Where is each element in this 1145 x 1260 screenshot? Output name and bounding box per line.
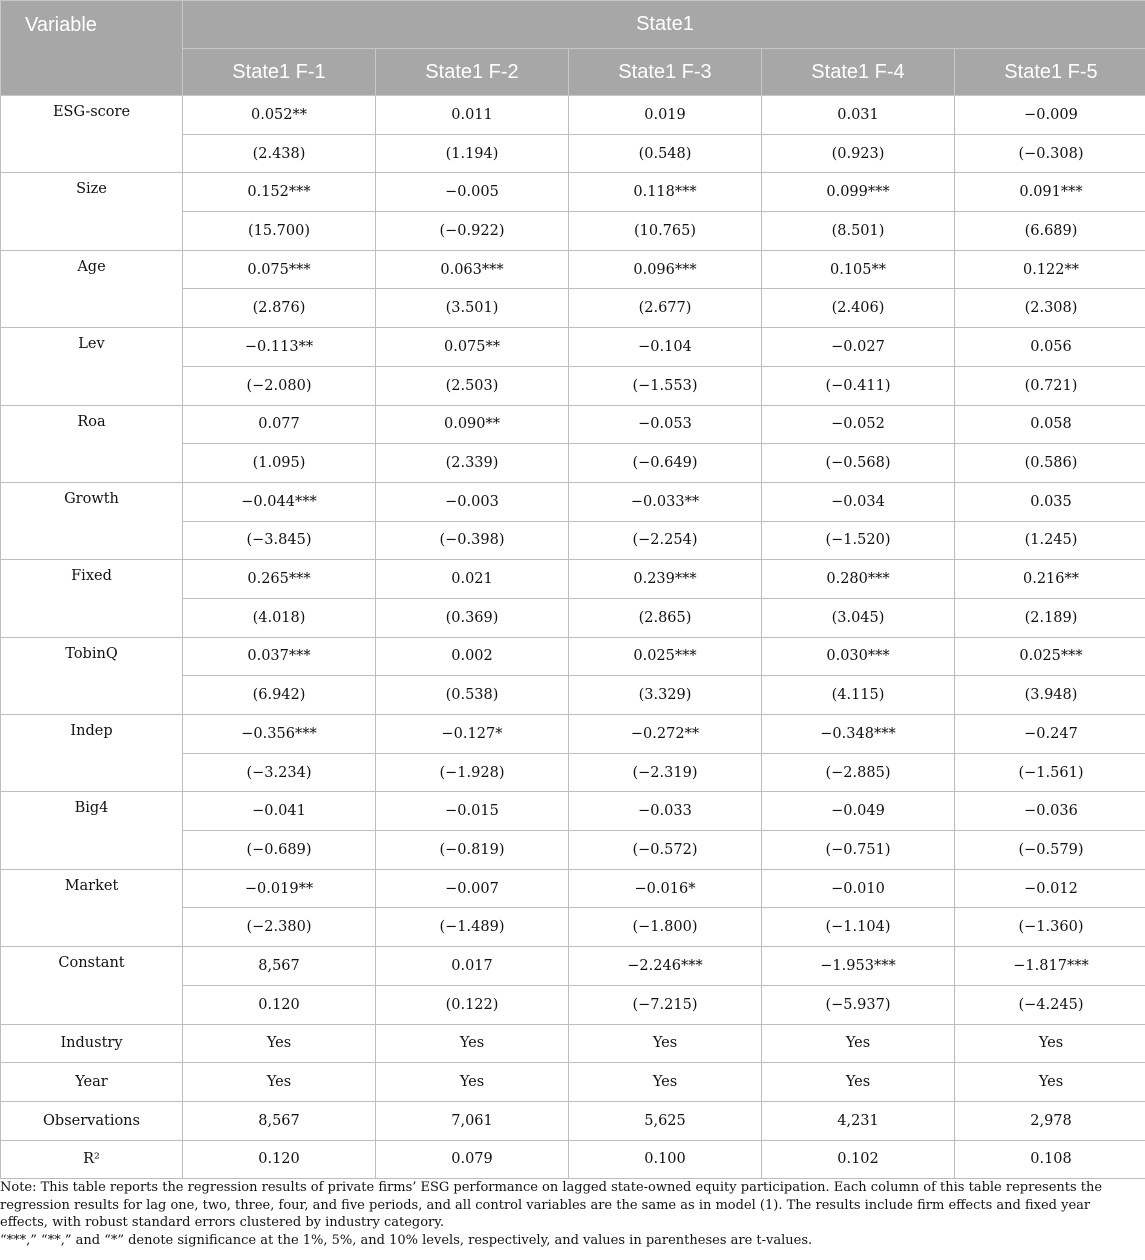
coefficient-row — [1, 328, 1145, 367]
column-header: State1 F-3 — [569, 49, 762, 96]
summary-cell: 2,978 — [955, 1101, 1145, 1140]
coefficient-cell: 0.122** — [955, 250, 1145, 289]
t-value-cell: (−1.489) — [376, 908, 569, 947]
note-text: Note: This table reports the regression results of private firms’ ESG performance on lagged state-owned equity participation. Each column of this table represents the regression results for lag one, two, three, four, and five periods, and all control variables are the same as in model (1). The results include firm effects and fixed year effects, with robust standard errors clustered by industry category. — [0, 1180, 1103, 1230]
coefficient-row — [1, 96, 1145, 135]
coefficient-cell: 0.118*** — [569, 173, 762, 212]
significance-note: “***,” “**,” and “*” denote significance at the 1%, 5%, and 10% levels, respectively, and values in parentheses are t-values. — [0, 1232, 813, 1248]
coefficient-cell: −0.005 — [376, 173, 569, 212]
coefficient-cell: −0.113** — [183, 328, 376, 367]
summary-cell: 8,567 — [183, 1101, 376, 1140]
t-value-cell: (−1.800) — [569, 908, 762, 947]
t-value-cell: (−0.572) — [569, 831, 762, 870]
t-value-cell: (3.501) — [376, 289, 569, 328]
variable-name: ESG-score — [1, 96, 183, 173]
coefficient-row — [1, 560, 1145, 599]
t-value-cell: (3.045) — [762, 598, 955, 637]
t-value-cell: (−0.579) — [955, 831, 1145, 870]
coefficient-cell: 0.052** — [183, 96, 376, 135]
t-value-cell: (−3.845) — [183, 521, 376, 560]
t-value-cell: (−1.928) — [376, 753, 569, 792]
t-value-cell: (3.329) — [569, 676, 762, 715]
summary-cell: Yes — [569, 1024, 762, 1063]
coefficient-cell: 0.056 — [955, 328, 1145, 367]
t-value-cell: (10.765) — [569, 212, 762, 251]
summary-cell: Yes — [955, 1024, 1145, 1063]
summary-cell: Yes — [569, 1063, 762, 1102]
coefficient-cell: −0.007 — [376, 869, 569, 908]
column-header: State1 F-4 — [762, 49, 955, 96]
group-header: State1 — [183, 1, 1145, 49]
variable-column-header: Variable — [1, 1, 183, 96]
t-value-cell: (−7.215) — [569, 985, 762, 1024]
t-value-cell: (2.876) — [183, 289, 376, 328]
t-value-cell: (−0.411) — [762, 366, 955, 405]
coefficient-cell: 0.280*** — [762, 560, 955, 599]
variable-name: Lev — [1, 328, 183, 405]
summary-cell: 0.079 — [376, 1140, 569, 1179]
coefficient-row — [1, 250, 1145, 289]
summary-cell: Yes — [376, 1063, 569, 1102]
t-value-cell: (2.677) — [569, 289, 762, 328]
coefficient-cell: −0.127* — [376, 715, 569, 754]
coefficient-cell: 0.075*** — [183, 250, 376, 289]
coefficient-row — [1, 637, 1145, 676]
t-value-cell: (−0.568) — [762, 444, 955, 483]
t-value-cell: (6.689) — [955, 212, 1145, 251]
t-value-cell: (−1.104) — [762, 908, 955, 947]
coefficient-cell: 0.063*** — [376, 250, 569, 289]
t-value-cell: (−0.308) — [955, 134, 1145, 173]
coefficient-cell: 0.105** — [762, 250, 955, 289]
t-value-cell: (−2.254) — [569, 521, 762, 560]
summary-label: R² — [1, 1140, 183, 1179]
coefficient-cell: −0.052 — [762, 405, 955, 444]
variable-name: Roa — [1, 405, 183, 482]
coefficient-cell: 0.021 — [376, 560, 569, 599]
coefficient-cell: −0.033 — [569, 792, 762, 831]
t-value-cell: (3.948) — [955, 676, 1145, 715]
t-value-cell: (0.548) — [569, 134, 762, 173]
t-value-cell: (−0.398) — [376, 521, 569, 560]
t-value-cell: (−2.319) — [569, 753, 762, 792]
coefficient-cell: −0.053 — [569, 405, 762, 444]
summary-row — [1, 1024, 1145, 1063]
t-value-cell: (8.501) — [762, 212, 955, 251]
variable-name: Market — [1, 869, 183, 946]
coefficient-cell: −1.953*** — [762, 947, 955, 986]
variable-name: Size — [1, 173, 183, 250]
variable-name: Fixed — [1, 560, 183, 637]
coefficient-cell: −0.027 — [762, 328, 955, 367]
t-value-cell: (0.586) — [955, 444, 1145, 483]
coefficient-cell: −0.041 — [183, 792, 376, 831]
t-value-cell: (−0.819) — [376, 831, 569, 870]
table-body — [1, 96, 1145, 1179]
coefficient-cell: −1.817*** — [955, 947, 1145, 986]
coefficient-cell: −0.044*** — [183, 482, 376, 521]
summary-cell: Yes — [762, 1024, 955, 1063]
t-value-cell: (−0.751) — [762, 831, 955, 870]
t-value-cell: (1.194) — [376, 134, 569, 173]
summary-cell: Yes — [376, 1024, 569, 1063]
coefficient-cell: 0.058 — [955, 405, 1145, 444]
coefficient-cell: 0.216** — [955, 560, 1145, 599]
coefficient-cell: 0.091*** — [955, 173, 1145, 212]
coefficient-cell: −0.356*** — [183, 715, 376, 754]
coefficient-cell: −0.010 — [762, 869, 955, 908]
coefficient-cell: −0.049 — [762, 792, 955, 831]
t-value-cell: (2.865) — [569, 598, 762, 637]
t-value-cell: (−0.689) — [183, 831, 376, 870]
coefficient-cell: 0.096*** — [569, 250, 762, 289]
summary-label: Year — [1, 1063, 183, 1102]
coefficient-row — [1, 947, 1145, 986]
coefficient-cell: 0.265*** — [183, 560, 376, 599]
summary-cell: 0.100 — [569, 1140, 762, 1179]
variable-name: Constant — [1, 947, 183, 1024]
summary-row — [1, 1101, 1145, 1140]
t-value-cell: (−1.360) — [955, 908, 1145, 947]
t-value-cell: (2.308) — [955, 289, 1145, 328]
t-value-cell: (−0.922) — [376, 212, 569, 251]
coefficient-cell: −0.015 — [376, 792, 569, 831]
coefficient-cell: 0.017 — [376, 947, 569, 986]
column-header: State1 F-2 — [376, 49, 569, 96]
coefficient-cell: 0.035 — [955, 482, 1145, 521]
coefficient-cell: 0.152*** — [183, 173, 376, 212]
coefficient-row — [1, 869, 1145, 908]
t-value-cell: (0.721) — [955, 366, 1145, 405]
coefficient-cell: −0.016* — [569, 869, 762, 908]
t-value-cell: (2.189) — [955, 598, 1145, 637]
t-value-cell: (0.538) — [376, 676, 569, 715]
summary-label: Observations — [1, 1101, 183, 1140]
coefficient-cell: 0.075** — [376, 328, 569, 367]
t-value-cell: (−2.885) — [762, 753, 955, 792]
coefficient-cell: −0.012 — [955, 869, 1145, 908]
coefficient-cell: 0.025*** — [569, 637, 762, 676]
column-header: State1 F-1 — [183, 49, 376, 96]
coefficient-cell: 0.239*** — [569, 560, 762, 599]
variable-name: Big4 — [1, 792, 183, 869]
coefficient-cell: −0.019** — [183, 869, 376, 908]
summary-row — [1, 1063, 1145, 1102]
t-value-cell: 0.120 — [183, 985, 376, 1024]
t-value-cell: (−1.553) — [569, 366, 762, 405]
variable-name: Growth — [1, 482, 183, 559]
t-value-cell: (0.923) — [762, 134, 955, 173]
coefficient-row — [1, 405, 1145, 444]
t-value-cell: (1.095) — [183, 444, 376, 483]
coefficient-cell: 0.002 — [376, 637, 569, 676]
summary-row — [1, 1140, 1145, 1179]
coefficient-cell: −0.034 — [762, 482, 955, 521]
coefficient-cell: 0.037*** — [183, 637, 376, 676]
t-value-cell: (0.122) — [376, 985, 569, 1024]
t-value-cell: (6.942) — [183, 676, 376, 715]
coefficient-cell: 0.025*** — [955, 637, 1145, 676]
summary-cell: 0.108 — [955, 1140, 1145, 1179]
coefficient-row — [1, 173, 1145, 212]
t-value-cell: (−1.520) — [762, 521, 955, 560]
coefficient-cell: −0.036 — [955, 792, 1145, 831]
summary-cell: 4,231 — [762, 1101, 955, 1140]
coefficient-cell: 8,567 — [183, 947, 376, 986]
coefficient-cell: 0.019 — [569, 96, 762, 135]
t-value-cell: (4.018) — [183, 598, 376, 637]
t-value-cell: (15.700) — [183, 212, 376, 251]
variable-name: TobinQ — [1, 637, 183, 714]
summary-cell: Yes — [183, 1024, 376, 1063]
t-value-cell: (−3.234) — [183, 753, 376, 792]
coefficient-cell: −0.033** — [569, 482, 762, 521]
coefficient-cell: 0.011 — [376, 96, 569, 135]
header-group-row — [1, 1, 1145, 49]
t-value-cell: (−5.937) — [762, 985, 955, 1024]
coefficient-cell: −0.104 — [569, 328, 762, 367]
coefficient-cell: −0.272** — [569, 715, 762, 754]
coefficient-cell: 0.099*** — [762, 173, 955, 212]
table-note — [0, 1179, 1140, 1249]
coefficient-cell: 0.030*** — [762, 637, 955, 676]
summary-cell: Yes — [183, 1063, 376, 1102]
t-value-cell: (−2.380) — [183, 908, 376, 947]
summary-cell: 5,625 — [569, 1101, 762, 1140]
coefficient-row — [1, 715, 1145, 754]
summary-cell: Yes — [762, 1063, 955, 1102]
t-value-cell: (−0.649) — [569, 444, 762, 483]
t-value-cell: (2.406) — [762, 289, 955, 328]
variable-name: Indep — [1, 715, 183, 792]
t-value-cell: (2.438) — [183, 134, 376, 173]
coefficient-cell: 0.090** — [376, 405, 569, 444]
t-value-cell: (4.115) — [762, 676, 955, 715]
summary-cell: Yes — [955, 1063, 1145, 1102]
coefficient-cell: −0.003 — [376, 482, 569, 521]
t-value-cell: (2.503) — [376, 366, 569, 405]
table-header — [1, 1, 1145, 96]
t-value-cell: (0.369) — [376, 598, 569, 637]
coefficient-cell: −0.247 — [955, 715, 1145, 754]
coefficient-cell: −0.348*** — [762, 715, 955, 754]
coefficient-row — [1, 482, 1145, 521]
coefficient-cell: 0.077 — [183, 405, 376, 444]
summary-cell: 0.120 — [183, 1140, 376, 1179]
variable-name: Age — [1, 250, 183, 327]
coefficient-cell: −2.246*** — [569, 947, 762, 986]
t-value-cell: (−2.080) — [183, 366, 376, 405]
t-value-cell: (−4.245) — [955, 985, 1145, 1024]
summary-cell: 7,061 — [376, 1101, 569, 1140]
summary-cell: 0.102 — [762, 1140, 955, 1179]
coefficient-cell: 0.031 — [762, 96, 955, 135]
summary-label: Industry — [1, 1024, 183, 1063]
coefficient-cell: −0.009 — [955, 96, 1145, 135]
column-header: State1 F-5 — [955, 49, 1145, 96]
t-value-cell: (1.245) — [955, 521, 1145, 560]
coefficient-row — [1, 792, 1145, 831]
t-value-cell: (−1.561) — [955, 753, 1145, 792]
t-value-cell: (2.339) — [376, 444, 569, 483]
